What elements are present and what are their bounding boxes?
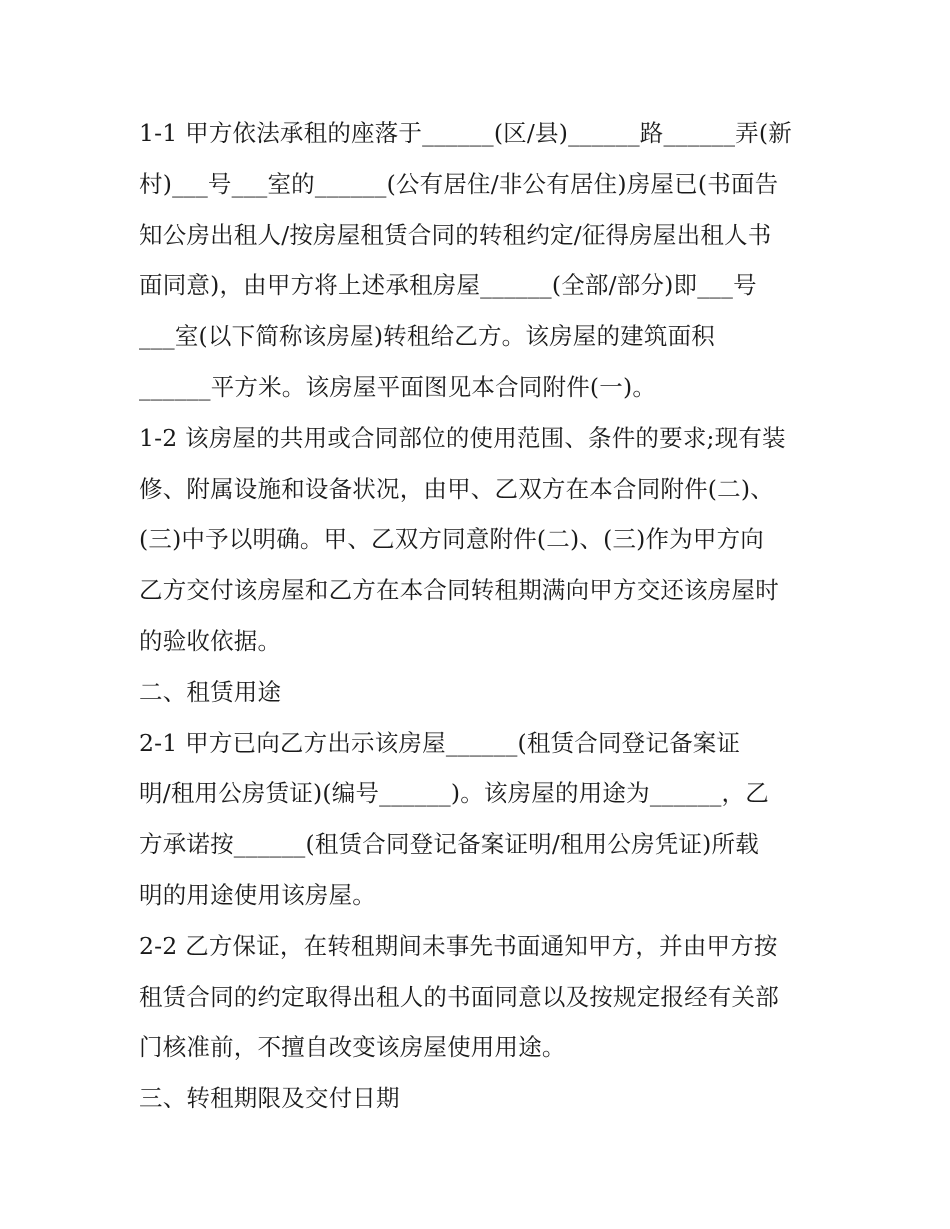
section-heading-3: 三、转租期限及交付日期 [139,1084,400,1113]
clause-1-2-line: 乙方交付该房屋和乙方在本合同转租期满向甲方交还该房屋时 [139,576,779,605]
section-heading-2: 二、租赁用途 [139,677,282,706]
clause-1-1-line: ______平方米。该房屋平面图见本合同附件(一)。 [139,372,657,401]
clause-1-1-line: 1-1 甲方依法承租的座落于______(区/县)______路______弄(新 [139,119,792,147]
clause-1-1-line: 村)___号___室的______(公有居住/非公有居住)房屋已(书面告 [139,169,779,198]
clause-2-2-line: 租赁合同的约定取得出租人的书面同意以及按规定报经有关部 [139,982,779,1011]
clause-1-2-line: (三)中予以明确。甲、乙双方同意附件(二)、(三)作为甲方向 [139,525,765,554]
clause-2-1-line: 方承诺按______(租赁合同登记备案证明/租用公房凭证)所载 [139,830,759,859]
clause-1-1-line: 面同意)，由甲方将上述承租房屋______(全部/部分)即___号 [139,271,757,300]
clause-1-1-line: ___室(以下简称该房屋)转租给乙方。该房屋的建筑面积 [139,322,715,351]
document-body [139,108,819,1124]
clause-2-2-line: 门核准前，不擅自改变该房屋使用用途。 [139,1033,566,1062]
clause-1-2-line: 1-2 该房屋的共用或合同部位的使用范围、条件的要求;现有装 [139,423,786,452]
clause-2-1-line: 明/租用公房赁证)(编号______)。该房屋的用途为______，乙 [139,779,769,808]
clause-2-1-line: 明的用途使用该房屋。 [139,880,376,909]
clause-2-2-line: 2-2 乙方保证，在转租期间未事先书面通知甲方，并由甲方按 [139,931,778,960]
clause-1-2-line: 修、附属设施和设备状况，由甲、乙双方在本合同附件(二)、 [139,474,774,503]
clause-1-2-line: 的验收依据。 [139,626,282,655]
clause-2-1-line: 2-1 甲方已向乙方出示该房屋______(租赁合同登记备案证 [139,728,741,757]
clause-1-1-line: 知公房出租人/按房屋租赁合同的转租约定/征得房屋出租人书 [139,220,772,249]
